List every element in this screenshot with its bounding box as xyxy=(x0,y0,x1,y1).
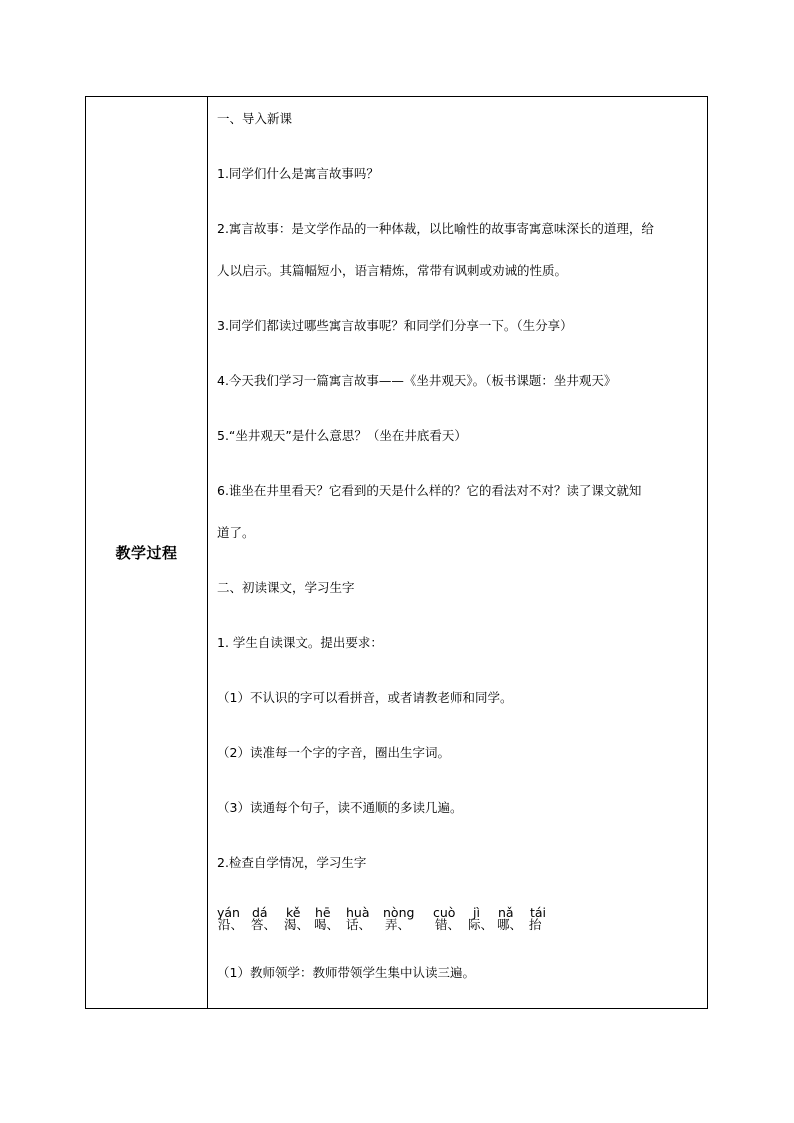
paragraph-line: （2）读准每一个字的字音，圈出生字词。 xyxy=(217,745,450,760)
pinyin-label: kě xyxy=(286,905,301,920)
pinyin-label: hē xyxy=(315,905,331,920)
paragraph-line: 6.谁坐在井里看天？它看到的天是什么样的？它的看法对不对？读了课文就知 xyxy=(217,483,642,498)
paragraph-line: 2.检查自学情况，学习生字 xyxy=(217,855,367,870)
section-label: 教学过程 xyxy=(115,544,178,562)
pinyin-label: tái xyxy=(530,905,547,920)
pinyin-label: yán xyxy=(217,905,240,920)
paragraph-line: 1.同学们什么是寓言故事吗？ xyxy=(217,166,379,181)
paragraph-line: 人以启示。其篇幅短小，语言精炼，常带有讽刺或劝诫的性质。 xyxy=(217,263,568,278)
heading-import: 一、导入新课 xyxy=(217,111,293,126)
pinyin-label: huà xyxy=(346,905,370,920)
paragraph-line: （3）读通每个句子，读不通顺的多读几遍。 xyxy=(217,800,463,815)
paragraph-line: 道了。 xyxy=(217,525,255,540)
hanzi-character: 错、 xyxy=(435,917,461,932)
content-cell xyxy=(208,97,708,1009)
pinyin-character-row xyxy=(217,906,557,936)
pinyin-label: dá xyxy=(252,905,268,920)
paragraph-line: 3.同学们都读过哪些寓言故事呢？和同学们分享一下。（生分享） xyxy=(217,318,573,333)
hanzi-character: 喝、 xyxy=(314,917,340,932)
hanzi-character: 沿、 xyxy=(218,917,244,932)
pinyin-label: cuò xyxy=(433,905,456,920)
section-label-cell xyxy=(86,97,208,1009)
hanzi-character: 弄、 xyxy=(385,917,411,932)
paragraph-line: 4.今天我们学习一篇寓言故事——《坐井观天》。（板书课题：坐井观天》 xyxy=(217,373,617,388)
paragraph-line: 2.寓言故事：是文学作品的一种体裁，以比喻性的故事寄寓意味深长的道理，给 xyxy=(217,221,654,236)
pinyin-label: jì xyxy=(473,905,480,920)
hanzi-character: 哪、 xyxy=(497,917,523,932)
paragraph-line: （1）教师领学：教师带领学生集中认读三遍。 xyxy=(217,965,475,980)
hanzi-character: 抬 xyxy=(529,917,542,932)
hanzi-character: 渴、 xyxy=(284,917,310,932)
heading-first-reading: 二、初读课文，学习生字 xyxy=(217,580,355,595)
hanzi-character: 答、 xyxy=(251,917,277,932)
hanzi-character: 际、 xyxy=(468,917,494,932)
pinyin-label: nòng xyxy=(383,905,415,920)
lesson-plan-table xyxy=(85,96,708,1009)
paragraph-line: （1）不认识的字可以看拼音，或者请教老师和同学。 xyxy=(217,690,513,705)
hanzi-character: 话、 xyxy=(346,917,372,932)
paragraph-line: 5.“坐井观天”是什么意思？（坐在井底看天） xyxy=(217,428,467,443)
paragraph-line: 1. 学生自读课文。提出要求： xyxy=(217,635,383,650)
pinyin-label: nǎ xyxy=(498,905,514,920)
